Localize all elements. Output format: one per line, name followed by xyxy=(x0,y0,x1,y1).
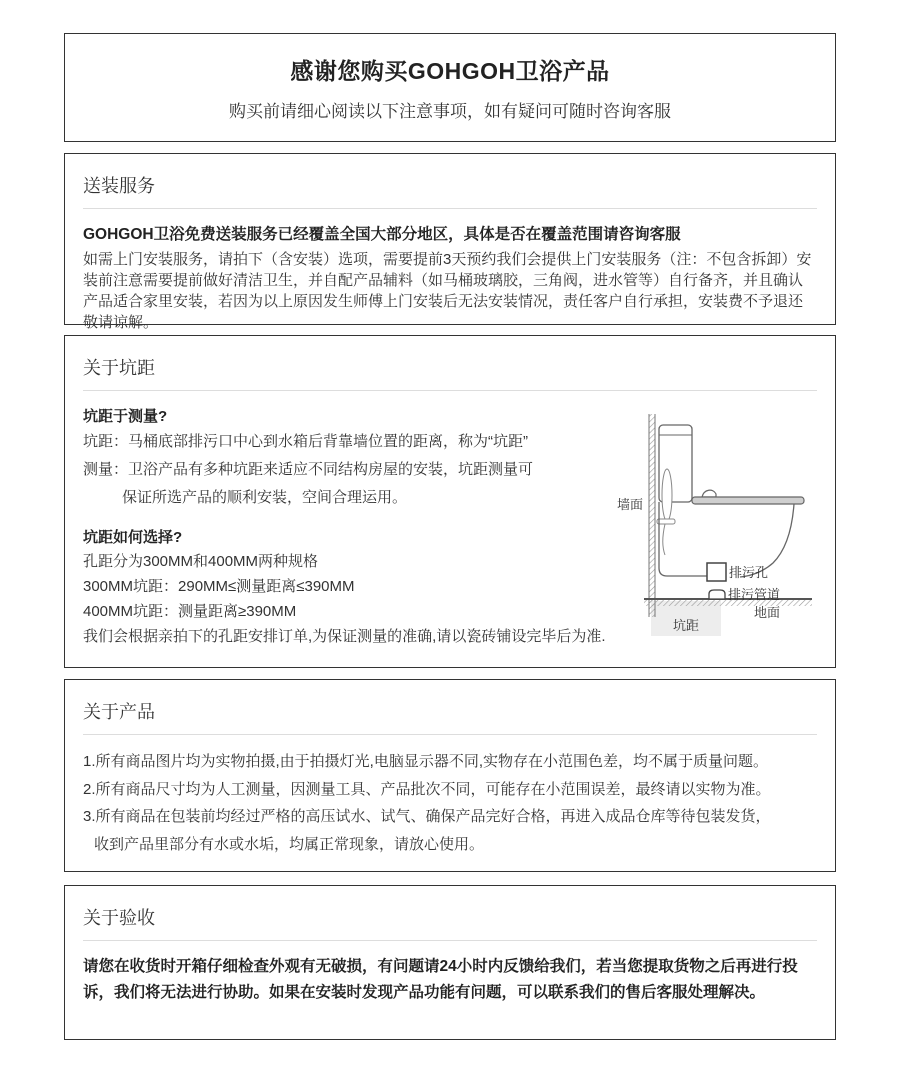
pit-measure-line: 测量：卫浴产品有多种坑距来适应不同结构房屋的安装，坑距测量可 xyxy=(83,461,534,478)
ground-label: 地面 xyxy=(754,605,781,620)
pit-choose-line: 孔距分为300MM和400MM两种规格 xyxy=(83,553,319,570)
about-product-section xyxy=(64,679,836,872)
pit-measure-line: 保证所选产品的顺利安装，空间合理运用。 xyxy=(122,489,408,506)
toilet-seat xyxy=(692,497,804,504)
product-heading: 关于产品 xyxy=(83,702,155,722)
delivery-heading: 送装服务 xyxy=(83,176,155,196)
wall-label: 墙面 xyxy=(617,497,644,512)
fill-valve xyxy=(662,469,672,521)
page-title: 感谢您购买GOHGOH卫浴产品 xyxy=(290,58,610,84)
acceptance-section xyxy=(64,885,836,1040)
section-divider xyxy=(83,734,817,735)
sewage-pipe xyxy=(709,590,725,599)
pit-measure-line: 坑距：马桶底部排污口中心到水箱后背靠墙位置的距离，称为“坑距” xyxy=(83,433,528,450)
pit-choose-line: 400MM坑距：测量距离≥390MM xyxy=(83,603,297,620)
product-note-line: 2.所有商品尺寸均为人工测量，因测量工具、产品批次不同，可能存在小范围误差，最终请以实物为准。 xyxy=(83,780,771,798)
sewage-outlet xyxy=(707,563,726,581)
section-divider xyxy=(83,390,817,391)
acceptance-body-text: 请您在收货时开箱仔细检查外观有无破损，有问题请24小时内反馈给我们，若当您提取货物之后再进行投诉，我们将无法进行协助。如果在安装时发现产品功能有问题，可以联系我们的售后客服处理解决。 xyxy=(83,958,798,1001)
pit-choose-line: 我们会根据亲拍下的孔距安排订单,为保证测量的准确,请以瓷砖铺设完毕后为准. xyxy=(83,628,606,645)
header-section xyxy=(64,33,836,142)
delivery-body-text: 如需上门安装服务，请拍下（含安装）选项，需要提前3天预约我们会提供上门安装服务（注：不包含拆卸）安装前注意需要提前做好清洁卫生，并自配产品辅料（如马桶玻璃胶，三角阀，进水管等）自行备齐，并且确认产品适合家里安装，若因为以上原因发生师傅上门安装后无法安装情况，责任客户自行承担，安装费不予退还敬请谅解。 xyxy=(83,251,812,331)
product-note-line: 收到产品里部分有水或水垢，均属正常现象，请放心使用。 xyxy=(94,835,485,853)
pit-distance-diagram xyxy=(604,399,834,654)
pit-distance-label: 坑距 xyxy=(673,618,700,633)
pit-heading: 关于坑距 xyxy=(83,358,155,378)
pit-measure-question: 坑距于测量? xyxy=(83,408,168,425)
wall-hatching xyxy=(649,414,655,617)
acceptance-heading: 关于验收 xyxy=(83,908,155,928)
sewage-outlet-label: 排污孔 xyxy=(729,565,769,580)
pit-choose-line: 300MM坑距：290MM≤测量距离≤390MM xyxy=(83,578,355,595)
page-subtitle: 购买前请细心阅读以下注意事项，如有疑问可随时咨询客服 xyxy=(229,102,671,121)
sewage-pipe-label: 排污管道 xyxy=(728,587,781,602)
delivery-service-section xyxy=(64,153,836,331)
section-divider xyxy=(83,940,817,941)
product-note-line: 3.所有商品在包装前均经过严格的高压试水、试气、确保产品完好合格，再进入成品仓库等待包装发货， xyxy=(83,808,771,825)
section-divider xyxy=(83,208,817,209)
toilet-diagram-drawing xyxy=(604,399,834,649)
product-note-line: 1.所有商品图片均为实物拍摄,由于拍摄灯光,电脑显示器不同,实物存在小范围色差，均不属于质量问题。 xyxy=(83,753,769,770)
product-notes-list xyxy=(83,748,817,858)
pit-distance-section xyxy=(64,335,836,668)
pit-choose-question: 坑距如何选择? xyxy=(83,529,183,546)
delivery-lead-text: GOHGOH卫浴免费送装服务已经覆盖全国大部分地区，具体是否在覆盖范围请咨询客服 xyxy=(83,226,681,243)
seat-hinge xyxy=(702,490,716,497)
